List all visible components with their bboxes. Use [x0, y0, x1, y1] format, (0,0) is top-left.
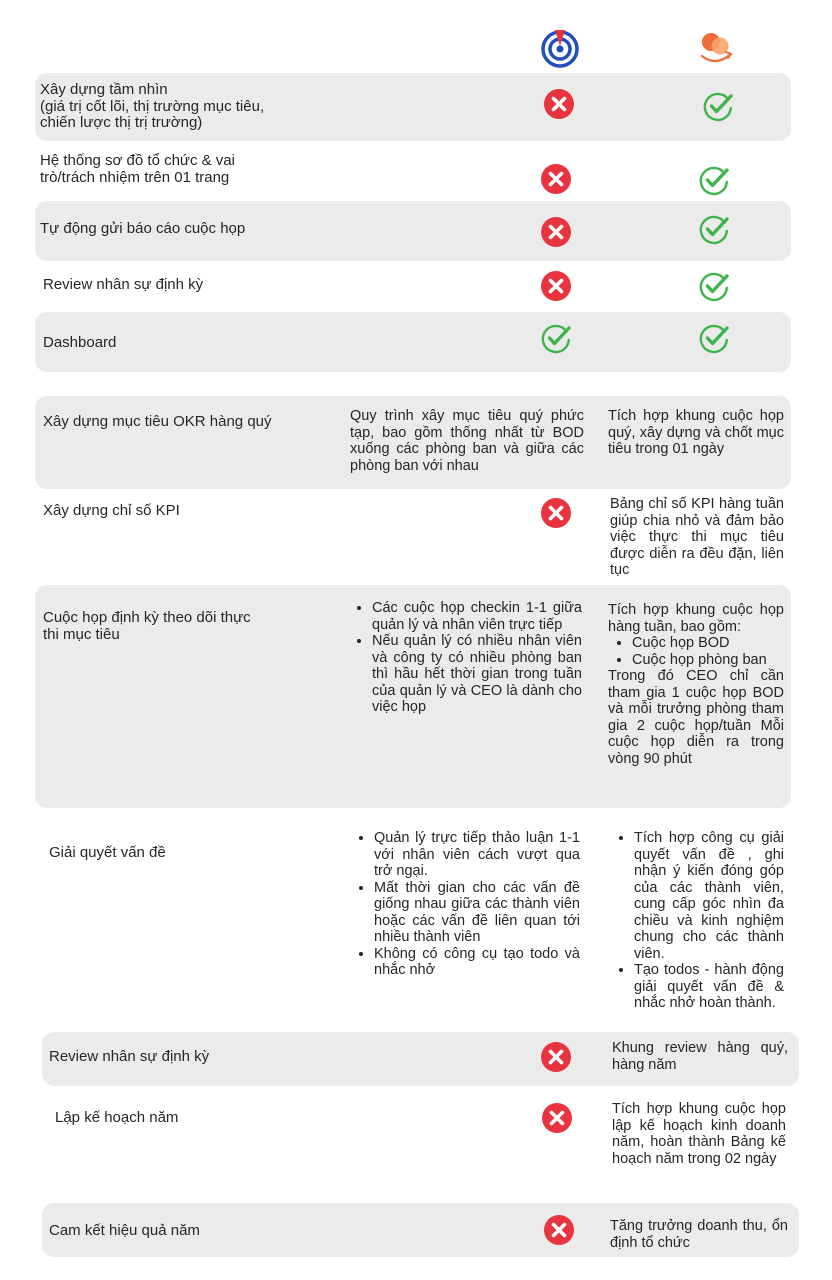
target-logo-icon — [540, 28, 580, 68]
list-item: • Các cuộc họp checkin 1-1 giữa quản lý và nhân viên trực tiếp — [372, 600, 582, 633]
detail-label-commit: Cam kết hiệu quả năm — [49, 1222, 200, 1239]
list-item: • Quản lý trực tiếp thảo luận 1-1 với nhân viên cách vượt qua trở ngại. — [374, 830, 580, 880]
problem-col2-list — [612, 830, 784, 1012]
meeting-col2-intro: Tích hợp khung cuộc họp hàng tuần, bao gồm: — [608, 602, 784, 635]
detail-label-meeting: Cuộc họp định kỳ theo dõi thực thi mục tiêu — [43, 609, 251, 643]
list-item: • Không có công cụ tạo todo và nhắc nhở — [374, 946, 580, 979]
cross-icon — [543, 1214, 575, 1246]
brand-logo-icon — [698, 31, 734, 67]
feature-label-hr-review: Review nhân sự định kỳ — [43, 276, 204, 293]
cross-icon — [540, 1041, 572, 1073]
list-item: • Nếu quản lý có nhiều nhân viên và công ty có nhiều phòng ban thì hầu hết thời gian trong tuần của quản lý và CEO là dành cho việc họp — [372, 633, 582, 716]
detail-label-plan: Lập kế hoạch năm — [55, 1109, 179, 1126]
check-icon — [702, 90, 734, 122]
problem-col1-list — [352, 830, 580, 979]
detail-label-kpi: Xây dựng chỉ số KPI — [43, 502, 180, 519]
list-item: • Tích hợp công cụ giải quyết vấn đề , ghi nhận ý kiến đóng góp của các thành viên, cung cấp góc nhìn đa chiều và kinh nghiệm chung cho các thành viên. — [634, 830, 784, 962]
cross-icon — [540, 163, 572, 195]
check-icon — [698, 270, 730, 302]
detail-label-review: Review nhân sự định kỳ — [49, 1048, 210, 1065]
list-item: • Mất thời gian cho các vấn đề giống nhau giữa các thành viên hoặc các vấn đề liên quan tới nhiều thành viên — [374, 880, 580, 946]
cross-icon — [540, 270, 572, 302]
feature-label-dashboard: Dashboard — [43, 334, 117, 351]
check-icon — [698, 164, 730, 196]
list-item: • Cuộc họp phòng ban — [632, 652, 784, 669]
kpi-col2-text: Bảng chỉ số KPI hàng tuần giúp chia nhỏ và đảm bảo việc thực thi mục tiêu được diễn ra đều đặn, liên tục — [610, 496, 784, 578]
cross-icon — [540, 216, 572, 248]
commit-col2-text: Tăng trưởng doanh thu, ổn định tổ chức — [610, 1218, 788, 1251]
cross-icon — [540, 497, 572, 529]
detail-label-problem: Giải quyết vấn đề — [49, 844, 166, 861]
meeting-col2-text — [608, 602, 784, 767]
detail-label-okr: Xây dựng mục tiêu OKR hàng quý — [43, 413, 272, 430]
plan-col2-text: Tích hợp khung cuộc họp lập kế hoạch kinh doanh năm, hoàn thành Bảng kế hoạch năm trong 02 ngày — [612, 1101, 786, 1167]
feature-label-auto-report: Tự động gửi báo cáo cuộc họp — [40, 220, 246, 237]
check-icon — [540, 322, 572, 354]
list-item: • Tạo todos - hành động giải quyết vấn đề & nhắc nhở hoàn thành. — [634, 962, 784, 1012]
meeting-col2-outro: Trong đó CEO chỉ cần tham gia 1 cuộc họp BOD và mỗi trưởng phòng tham gia 2 cuộc họp/tuần Mỗi cuộc họp diễn ra trong vòng 90 phút — [608, 668, 784, 767]
check-icon — [698, 213, 730, 245]
cross-icon — [543, 88, 575, 120]
meeting-col1-list — [350, 600, 582, 716]
okr-col1-text: Quy trình xây mục tiêu quý phức tạp, bao gồm thống nhất từ BOD xuống các phòng ban và giữa các phòng ban với nhau — [350, 408, 584, 474]
okr-col2-text: Tích hợp khung cuộc họp quý, xây dựng và chốt mục tiêu trong 01 ngày — [608, 408, 784, 457]
list-item: • Cuộc họp BOD — [632, 635, 784, 652]
check-icon — [698, 322, 730, 354]
review-col2-text: Khung review hàng quý, hàng năm — [612, 1040, 788, 1073]
cross-icon — [541, 1102, 573, 1134]
feature-label-vision: Xây dựng tầm nhìn (giá trị cốt lõi, thị trường mục tiêu, chiến lược thị trị trường) — [40, 81, 265, 131]
feature-label-org-chart: Hệ thống sơ đồ tổ chức & vai trò/trách nhiệm trên 01 trang — [40, 152, 235, 186]
